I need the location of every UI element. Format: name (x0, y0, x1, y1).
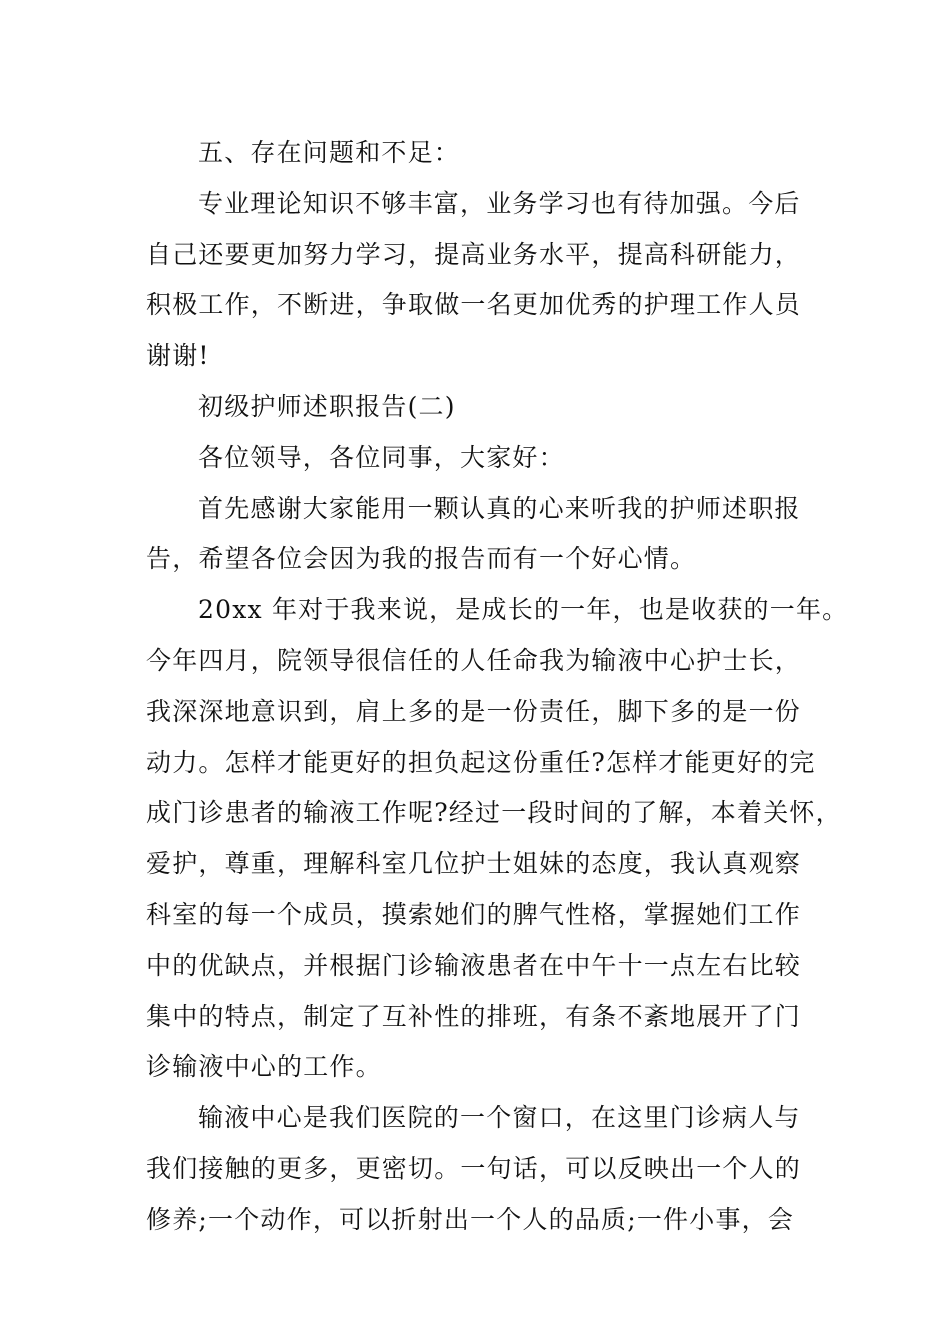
paragraph-line: 首先感谢大家能用一颗认真的心来听我的护师述职报 (198, 493, 801, 523)
paragraph-line: 爱护，尊重，理解科室几位护士姐妹的态度，我认真观察 (146, 849, 802, 879)
paragraph-line: 今年四月，院领导很信任的人任命我为输液中心护士长， (146, 645, 802, 675)
document-body (146, 128, 849, 1246)
paragraph-line: 诊输液中心的工作。 (146, 1052, 382, 1082)
paragraph-line: 动力。怎样才能更好的担负起这份重任?怎样才能更好的完 (146, 747, 816, 777)
greeting-line: 各位领导，各位同事，大家好： (198, 442, 565, 472)
section-heading-problems: 五、存在问题和不足： (198, 138, 461, 167)
report-title: 初级护师述职报告(二) (198, 391, 456, 421)
paragraph-line: 自己还要更加努力学习，提高业务水平，提高科研能力， (146, 239, 802, 269)
paragraph-line: 积极工作，不断进，争取做一名更加优秀的护理工作人员 (146, 290, 802, 320)
paragraph-line: 科室的每一个成员，摸索她们的脾气性格，掌握她们工作 (146, 899, 802, 929)
paragraph-line: 谢谢! (146, 341, 210, 371)
paragraph-line: 输液中心是我们医院的一个窗口，在这里门诊病人与 (198, 1103, 801, 1133)
paragraph-line: 中的优缺点，并根据门诊输液患者在中午十一点左右比较 (146, 950, 802, 980)
paragraph-line: 修养;一个动作，可以折射出一个人的品质;一件小事，会 (146, 1204, 795, 1234)
paragraph-line: 20xx 年对于我来说，是成长的一年，也是收获的一年。 (198, 595, 849, 625)
paragraph-line: 成门诊患者的输液工作呢?经过一段时间的了解，本着关怀， (146, 798, 842, 828)
paragraph-line: 我深深地意识到，肩上多的是一份责任，脚下多的是一份 (146, 696, 802, 726)
paragraph-line: 集中的特点，制定了互补性的排班，有条不紊地展开了门 (146, 1001, 802, 1031)
paragraph-line: 告，希望各位会因为我的报告而有一个好心情。 (146, 544, 697, 574)
paragraph-line: 专业理论知识不够丰富，业务学习也有待加强。今后 (198, 188, 801, 218)
paragraph-line: 我们接触的更多，更密切。一句话，可以反映出一个人的 (146, 1153, 802, 1183)
